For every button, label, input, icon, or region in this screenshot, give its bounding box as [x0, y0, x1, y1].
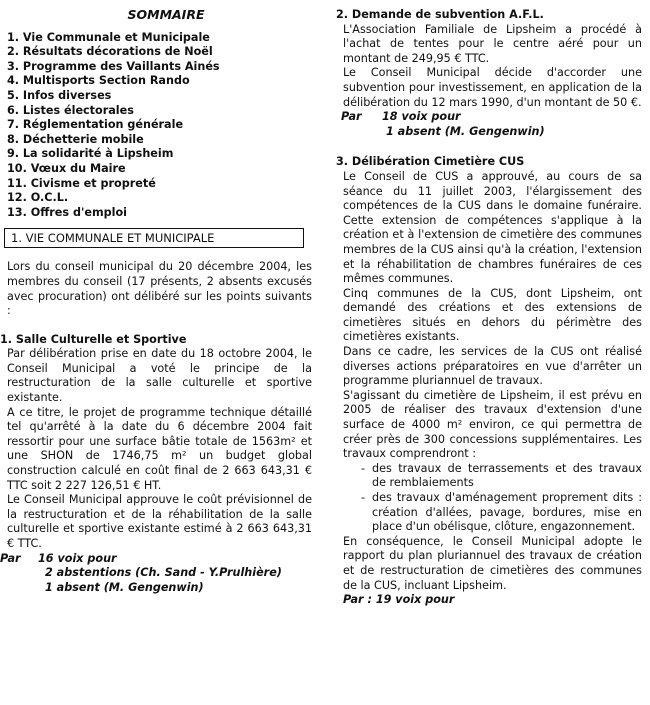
item3-body — [343, 170, 642, 608]
works-list — [343, 462, 642, 535]
item2-paragraph: L'Association Familiale de Lipsheim a procédé à l'achat de tentes pour le centre aéré pour un montant de 249,95 € TTC. — [343, 22, 642, 65]
vote-line: 18 voix pour — [382, 110, 461, 124]
toc-item: 9. La solidarité à Lipsheim — [7, 147, 174, 161]
toc-item: 12. O.C.L. — [7, 191, 69, 205]
item1-paragraph: Par délibération prise en date du 18 octobre 2004, le Conseil Municipal a voté le principe de la restructuration de la salle culturelle et sportive existante. — [7, 347, 312, 405]
toc-item: 3. Programme des Vaillants Ainés — [7, 59, 220, 73]
toc-item: 7. Réglementation générale — [7, 118, 184, 132]
works-item: - des travaux de terrassements et des travaux de remblaiements — [361, 462, 642, 491]
item2-body — [343, 23, 642, 111]
item3-paragraph: Cinq communes de la CUS, dont Lipsheim, ont demandé des créations et des extensions de cimetières situés en dehors du périmètre des cimetières existants. — [343, 286, 642, 344]
item2-vote — [341, 110, 642, 125]
vote-line: 16 voix pour — [38, 551, 117, 565]
vote-line: 1 absent (M. Gengenwin) — [386, 124, 545, 138]
item1-vote — [0, 552, 312, 567]
item3-paragraph: Le Conseil de CUS a approuvé, au cours de sa séance du 11 juillet 2003, l'élargissement des compétences de la CUS dans le domaine funéraire. Cette extension de compétences s'applique à la création et à l'extension de cimetière des communes membres de la CUS ainsi qu'à la création, l'extension et la réhabilitation de chambres funéraires de ces mêmes communes. — [343, 169, 642, 286]
toc-item: 5. Infos diverses — [7, 88, 112, 102]
toc-item: 6. Listes électorales — [7, 103, 134, 117]
item1-body — [7, 347, 312, 551]
vote-line: 2 abstentions (Ch. Sand - Y.Prulhière) — [45, 566, 282, 580]
intro-paragraph: Lors du conseil municipal du 20 décembre 2004, les membres du conseil (17 présents, 2 absents excusés avec procuration) ont délibéré sur les points suivants : — [7, 260, 312, 318]
section-banner: 1. VIE COMMUNALE ET MUNICIPALE — [4, 228, 304, 248]
right-column — [336, 0, 642, 608]
toc-item: 10. Vœux du Maire — [7, 161, 126, 175]
vote-label: Par — [0, 551, 21, 565]
vote-label: Par — [341, 110, 362, 124]
item2-heading: 2. Demande de subvention A.F.L. — [336, 8, 544, 21]
left-column — [0, 0, 312, 595]
item2-paragraph: Le Conseil Municipal décide d'accorder une subvention pour investissement, en application de la délibération du 12 mars 1990, d'un montant de 50 €. — [343, 66, 642, 109]
item3-paragraph: S'agissant du cimetière de Lipsheim, il est prévu en 2005 de réaliser des travaux d'extension d'une surface de 4000 m² environ, ce qui permettra de créer près de 300 concessions supplémentaires. Les travaux comprendront : — [343, 388, 642, 461]
sommaire-list — [0, 31, 312, 221]
toc-item: 2. Résultats décorations de Noël — [7, 45, 213, 59]
item3-vote: Par : 19 voix pour — [343, 593, 455, 607]
toc-item: 1. Vie Communale et Municipale — [7, 30, 210, 44]
item1-paragraph: A ce titre, le projet de programme technique détaillé tel qu'arrêté à la date du 6 décembre 2004 fait ressortir pour une surface bâtie totale de 1563m² et une SHON de 1746,75 m² un budget global construction calculé en coût final de 2 663 643,31 € TTC soit 2 227 126,51 € HT. — [7, 405, 312, 492]
works-item: - des travaux d'aménagement proprement dits : création d'allées, pavage, bordures, mise en place d'un obélisque, clôture, engazonnement. — [361, 491, 642, 535]
toc-item: 8. Déchetterie mobile — [7, 132, 144, 146]
item3-paragraph: Dans ce cadre, les services de la CUS ont réalisé diverses actions préparatoires en vue d'arrêter un programme pluriannuel de travaux. — [343, 345, 642, 388]
sommaire-title: SOMMAIRE — [127, 7, 205, 22]
item3-paragraph: En conséquence, le Conseil Municipal adopte le rapport du plan pluriannuel des travaux de création et de restructuration de cimetières des communes de la CUS, incluant Lipsheim. — [343, 534, 642, 592]
toc-item: 13. Offres d'emploi — [7, 205, 127, 219]
vote-line: 1 absent (M. Gengenwin) — [45, 580, 204, 594]
item1-heading: 1. Salle Culturelle et Sportive — [0, 332, 187, 346]
toc-item: 4. Multisports Section Rando — [7, 74, 190, 88]
item1-paragraph: Le Conseil Municipal approuve le coût prévisionnel de la restructuration et de la réhabilitation de la salle culturelle et sportive existante estimé à 2 663 643,31 € TTC. — [7, 493, 312, 550]
toc-item: 11. Civisme et propreté — [7, 176, 156, 190]
item3-heading: 3. Délibération Cimetière CUS — [336, 155, 525, 169]
